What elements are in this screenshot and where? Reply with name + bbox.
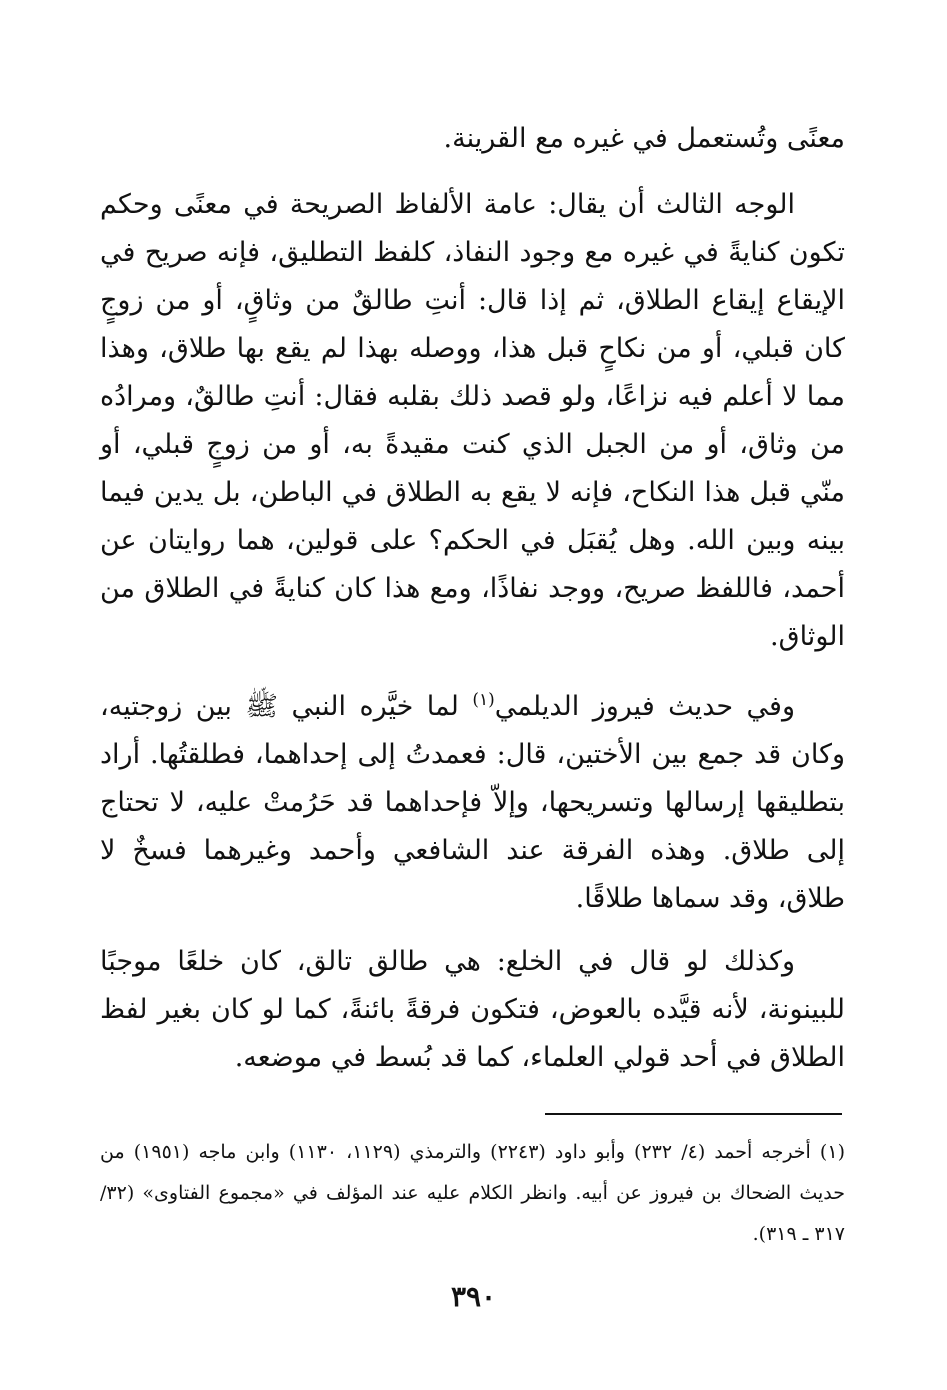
- paragraph-2: الوجه الثالث أن يقال: عامة الألفاظ الصريحة في معنًى وحكم تكون كنايةً في غيره مع وجود النفاذ، كلفظ التطليق، فإنه صريح في الإيقاع إيقاع الطلاق، ثم إذا قال: أنتِ طالقٌ من وثاقٍ، أو من زوجٍ كان قبلي، أو من نكاحٍ قبل هذا، ووصله بهذا لم يقع بها طلاق، وهذا مما لا أعلم فيه نزاعًا، ولو قصد ذلك بقلبه فقال: أنتِ طالقٌ، ومرادُه من وثاق، أو من الجبل الذي كنت مقيدةً به، أو من زوجٍ قبلي، أو منّي قبل هذا النكاح، فإنه لا يقع به الطلاق في الباطن، بل يدين فيما بينه وبين الله. وهل يُقبَل في الحكم؟ على قولين، هما روايتان عن أحمد، فاللفظ صريح، ووجد نفاذًا، ومع هذا كان كنايةً في الطلاق من الوثاق.: [100, 189, 845, 652]
- paragraph-3-rest: لما خيَّره النبي ﷺ بين زوجتيه، وكان قد جمع بين الأختين، قال: فعمدتُ إلى إحداهما، فطلقتُها. أراد بتطليقها إرسالها وتسريحها، وإلاّ فإحداهما قد حَرُمتْ عليه، لا تحتاج إلى طلاق. وهذه الفرقة عند الشافعي وأحمد وغيرهما فسخٌ لا طلاق، وقد سماها طلاقًا.: [100, 691, 845, 914]
- paragraph-4: وكذلك لو قال في الخلع: هي طالق تالق، كان خلعًا موجبًا للبينونة، لأنه قيَّده بالعوض، فتكون فرقةً بائنةً، كما لو كان بغير لفظ الطلاق في أحد قولي العلماء، كما قد بُسط في موضعه.: [100, 946, 845, 1073]
- footnotes: [100, 1132, 845, 1255]
- paragraph-3: [100, 676, 845, 923]
- paragraph-3-start: وفي حديث فيروز الديلمي: [494, 691, 795, 722]
- main-text: [100, 115, 845, 1097]
- footnote-separator: [545, 1113, 842, 1115]
- paragraph-1: معنًى وتُستعمل في غيره مع القرينة.: [443, 123, 845, 154]
- footnote-1: (١) أخرجه أحمد (٤/ ٢٣٢) وأبو داود (٢٢٤٣) والترمذي (١١٢٩، ١١٣٠) وابن ماجه (١٩٥١) من حديث الضحاك بن فيروز عن أبيه. وانظر الكلام عليه عند المؤلف في «مجموع الفتاوى» (٣٢/ ٣١٧ ـ ٣١٩).: [100, 1141, 845, 1245]
- page-number: ٣٩٠: [450, 1280, 497, 1313]
- footnote-marker: (١): [472, 690, 495, 710]
